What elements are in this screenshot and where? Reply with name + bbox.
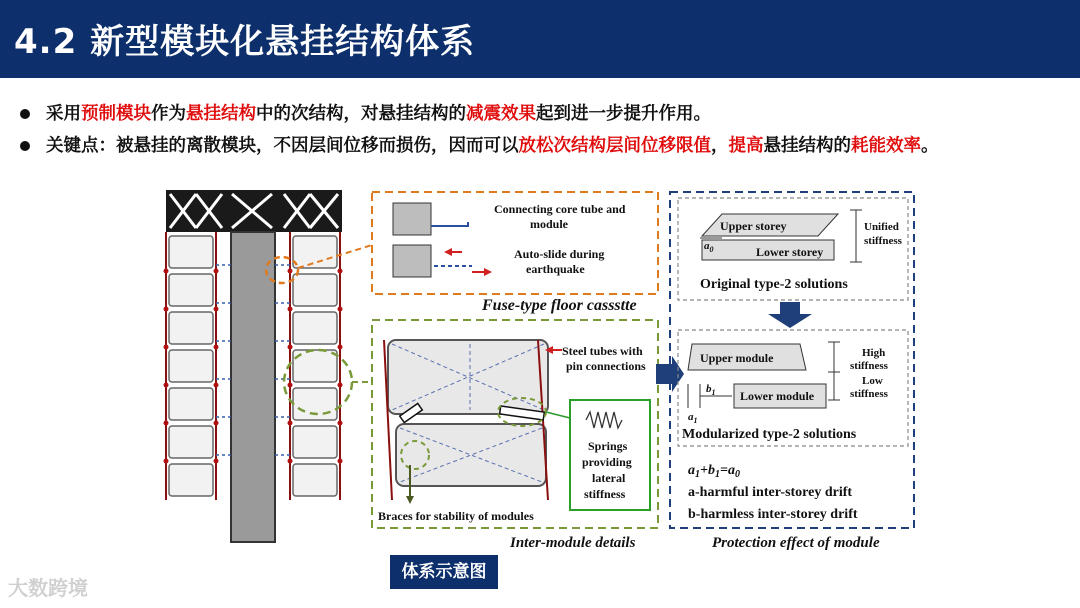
bullet-2-seg-1: 放松次结构层间位移限值 (518, 136, 711, 156)
b1-label: $b_1$ (706, 383, 716, 397)
bullet-2-seg-6: 。 (921, 136, 939, 156)
bullet-2-seg-5: 耗能效率 (851, 136, 921, 156)
lower-storey-label: Lower storey (756, 245, 824, 259)
a1-label: $a_1$ (688, 411, 698, 425)
watermark-logo: 大数跨境 (8, 576, 88, 600)
down-arrow-icon (768, 302, 812, 328)
braces-label: Braces for stability of modules (378, 509, 534, 523)
springs-line-3: lateral (592, 471, 626, 485)
original-solutions-label: Original type-2 solutions (700, 277, 848, 292)
harmless-drift-label: b-harmless inter-storey drift (688, 507, 858, 522)
springs-line-1: Springs (588, 439, 628, 453)
modularized-solutions-label: Modularized type-2 solutions (682, 427, 857, 442)
protection-panel (670, 192, 914, 528)
fuse-label-1a: Connecting core tube and (494, 202, 626, 216)
fuse-panel (372, 192, 658, 294)
bullet-2-seg-3: 提高 (728, 136, 764, 156)
bullet-1-seg-6: 起到进一步提升作用。 (536, 104, 711, 124)
springs-line-2: providing (582, 455, 632, 469)
bullet-1-seg-1: 预制模块 (81, 104, 151, 124)
diagram-badge: 体系示意图 (390, 555, 498, 589)
upper-module-label: Upper module (700, 351, 774, 365)
fuse-label-2b: earthquake (526, 262, 585, 276)
inter-module-panel (372, 320, 658, 528)
building-elevation (164, 190, 373, 542)
high-stiffness-line-2: stiffness (850, 360, 888, 372)
equation-label: $a_1+b_1=a_0$ (688, 463, 740, 480)
fuse-caption: Fuse-type floor cassstte (482, 297, 637, 314)
bullet-2-seg-2: ， (711, 136, 729, 156)
a0-label: $a_0$ (704, 240, 714, 254)
low-stiffness-line-2: stiffness (850, 388, 888, 400)
low-stiffness-line-1: Low (862, 375, 883, 387)
page-title: 4.2 新型模块化悬挂结构体系 (14, 22, 476, 62)
bullet-2-seg-4: 悬挂结构的 (763, 136, 851, 156)
steel-tubes-line-2: pin connections (566, 359, 646, 373)
bullet-1-seg-3: 悬挂结构 (186, 104, 256, 124)
fuse-label-2a: Auto-slide during (514, 247, 605, 261)
lower-module-label: Lower module (740, 389, 815, 403)
fuse-label-1b: module (530, 217, 569, 231)
upper-storey-label: Upper storey (720, 219, 787, 233)
bullet-2-seg-0: 关键点：被悬挂的离散模块，不因层间位移而损伤，因而可以 (46, 136, 519, 156)
steel-tubes-line-1: Steel tubes with (562, 344, 643, 358)
bullet-1-seg-2: 作为 (151, 104, 186, 124)
unified-stiffness-line-2: stiffness (864, 235, 902, 247)
bullet-1-seg-4: 中的次结构，对悬挂结构的 (256, 104, 466, 124)
bullet-1-seg-0: 采用 (46, 104, 81, 124)
unified-stiffness-line-1: Unified (864, 221, 899, 233)
high-stiffness-line-1: High (862, 347, 886, 359)
protection-caption: Protection effect of module (712, 535, 880, 551)
springs-line-4: stiffness (584, 487, 626, 501)
inter-module-caption: Inter-module details (510, 535, 636, 551)
bullet-1-seg-5: 减震效果 (466, 104, 536, 124)
harmful-drift-label: a-harmful inter-storey drift (688, 485, 853, 500)
